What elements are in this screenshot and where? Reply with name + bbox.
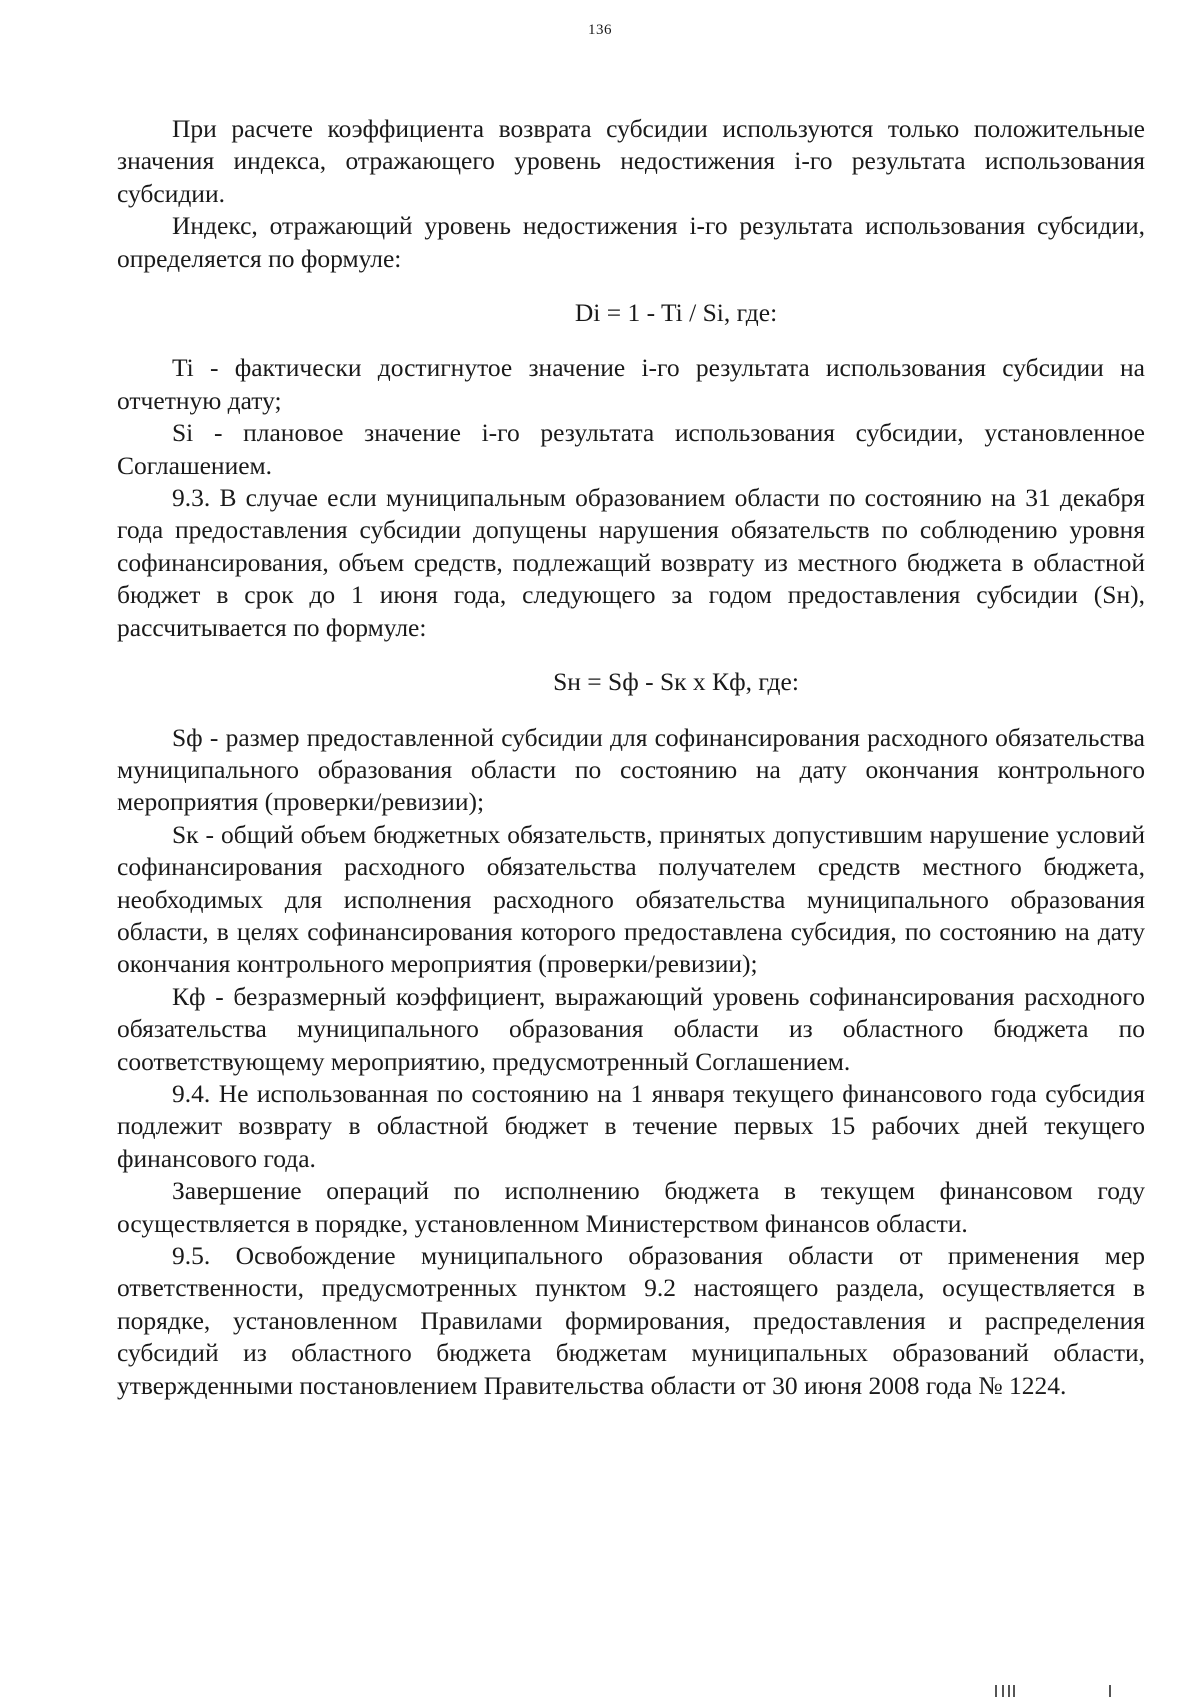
document-body [117,113,1145,1402]
paragraph-index-definition: Индекс, отражающий уровень недостижения i-го результата использования субсидии, определяется по формуле: [117,211,1145,273]
formula-di: Di = 1 - Ti / Si, где: [574,298,778,328]
paragraph-sk-definition: Sк - общий объем бюджетных обязательств, принятых допустившим нарушение условий софинансирования расходного обязательства получателем средств местного бюджета, необходимых для исполнения расходного обязательства муниципального образования области, в целях софинансирования которого предоставлена субсидия, по состоянию на дату окончания контрольного мероприятия (проверки/ревизии); [117,819,1145,979]
page-number: 136 [588,22,612,38]
paragraph-ti-definition: Ti - фактически достигнутое значение i-го результата использования субсидии на отчетную дату; [117,353,1145,415]
paragraph-kf-definition: Кф - безразмерный коэффициент, выражающий уровень софинансирования расходного обязательства муниципального образования области из областного бюджета по соответствующему мероприятию, предусмотренный Соглашением. [117,981,1145,1076]
paragraph-9-5: 9.5. Освобождение муниципального образования области от применения мер ответственности, предусмотренных пунктом 9.2 настоящего раздела, осуществляется в порядке, установленном Правилами формирования, предоставления и распределения субсидий из областного бюджета бюджетам муниципальных образований области, утвержденными постановлением Правительства области от 30 июня 2008 года № 1224. [117,1241,1145,1400]
paragraph-coefficient-note: При расчете коэффициента возврата субсидии используются только положительные значения индекса, отражающего уровень недостижения i-го результата использования субсидии. [117,114,1145,208]
paragraph-9-3: 9.3. В случае если муниципальным образованием области по состоянию на 31 декабря года предоставления субсидии допущены нарушения обязательств по соблюдению уровня софинансирования, объем средств, подлежащий возврату из местного бюджета в областной бюджет в срок до 1 июня года, следующего за годом предоставления субсидии (Sн), рассчитывается по формуле: [117,483,1145,642]
formula-sn: Sн = Sф - Sк х Кф, где: [553,667,799,697]
paragraph-sf-definition: Sф - размер предоставленной субсидии для софинансирования расходного обязательства муниципального образования области по состоянию на дату окончания контрольного мероприятия (проверки/ревизии); [117,722,1145,817]
paragraph-9-4: 9.4. Не использованная по состоянию на 1 января текущего финансового года субсидия подлежит возврату в областной бюджет в течение первых 15 рабочих дней текущего финансового года. [117,1078,1145,1173]
scan-edge-marks [975,1679,1115,1697]
paragraph-budget-completion: Завершение операций по исполнению бюджета в текущем финансовом году осуществляется в порядке, установленном Министерством финансов области. [117,1176,1145,1238]
paragraph-si-definition: Si - плановое значение i-го результата использования субсидии, установленное Соглашением. [117,418,1145,480]
